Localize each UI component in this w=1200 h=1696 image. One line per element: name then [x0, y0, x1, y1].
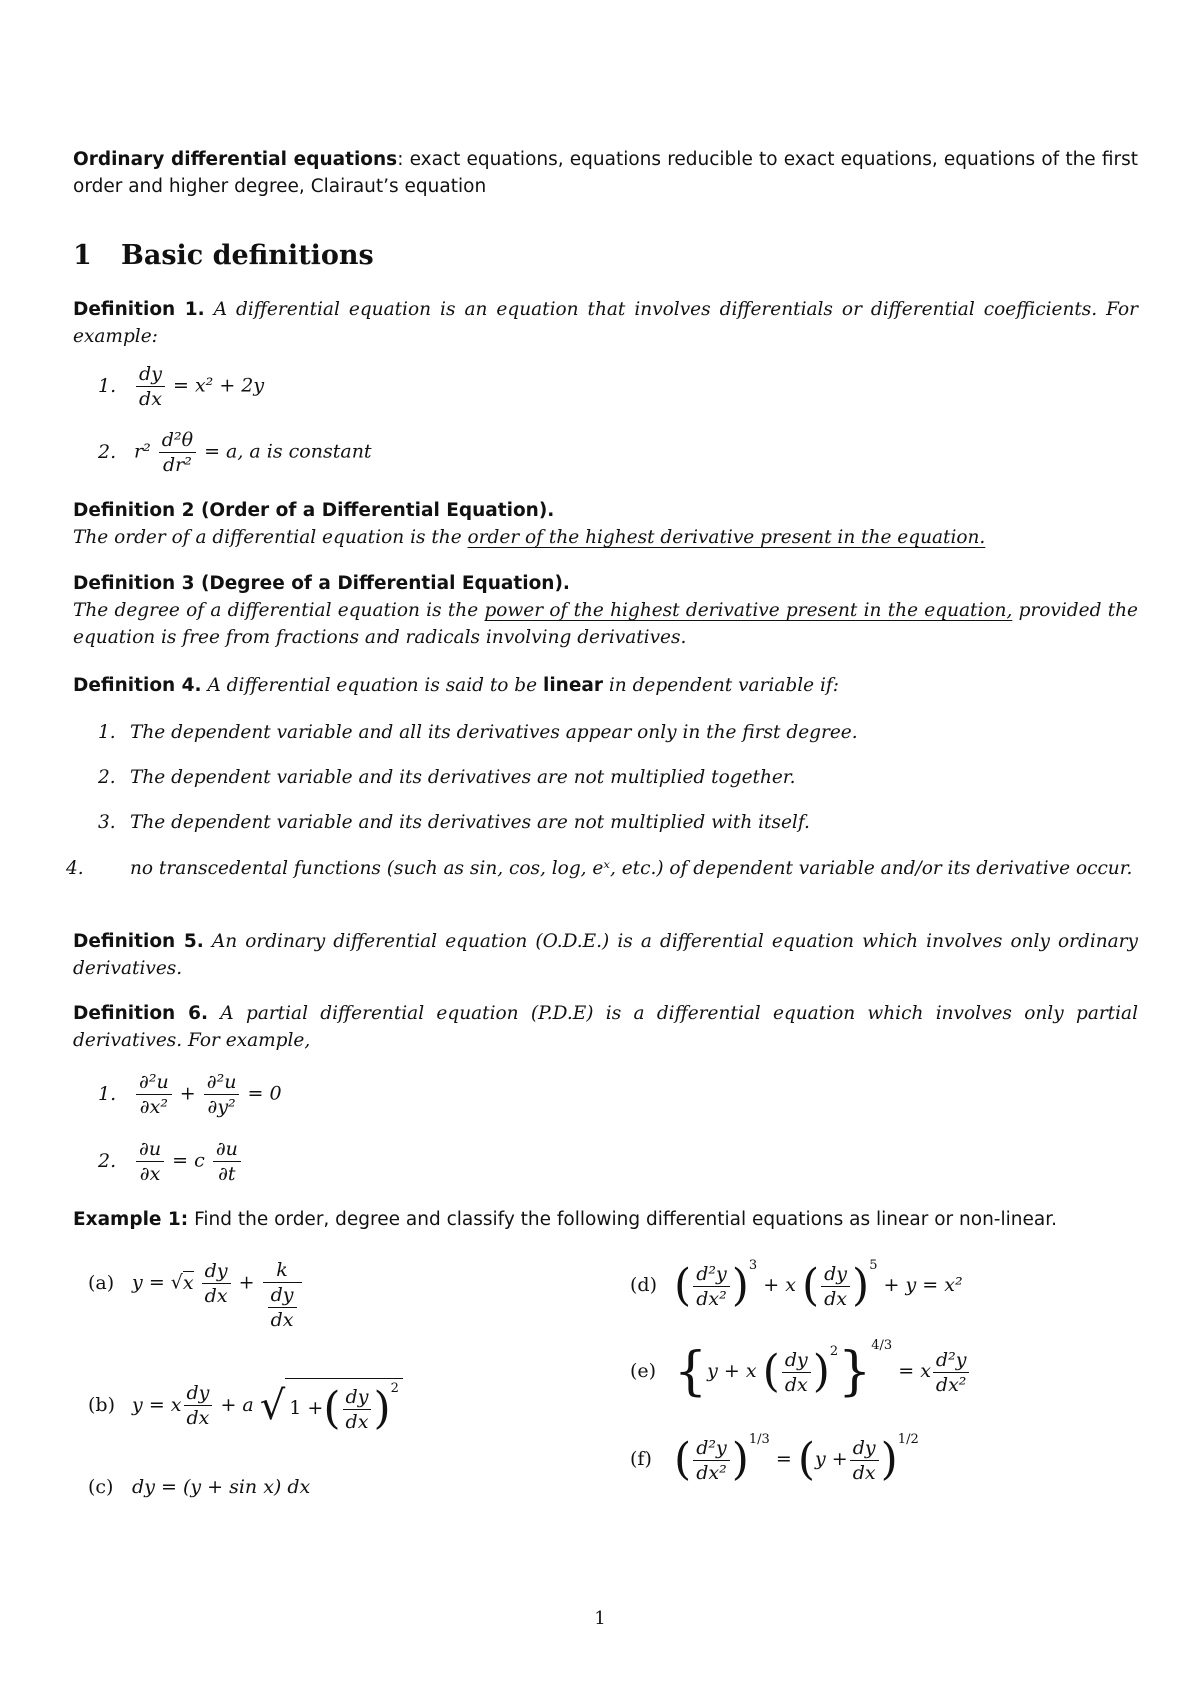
eq-e-lbrace: { — [674, 1342, 708, 1402]
def4-item-4-text: no transcedental functions (such as sin, cos, log, eˣ, etc.) of dependent variable and/or its derivative occur. — [130, 858, 1133, 879]
def2-text: The order of a differential equation is the — [73, 527, 468, 548]
page-number: 1 — [594, 1608, 606, 1629]
def4-linear-word: linear — [542, 675, 603, 696]
equation-d — [630, 1258, 963, 1311]
def1-ex1-number: 1. — [98, 374, 117, 397]
eq-f-pow1: 1/3 — [748, 1432, 770, 1447]
def6-label: Definition 6. — [73, 1003, 208, 1024]
equation-a — [88, 1258, 304, 1332]
eq-e-lparen: ( — [762, 1346, 780, 1397]
eq-d-den2: dx — [824, 1287, 848, 1310]
def6-text: A partial differential equation (P.D.E) is a differential equation which involves only partial derivatives. For example, — [73, 1003, 1138, 1051]
def1-ex2-fraction — [159, 428, 196, 477]
eq-b-pow: 2 — [390, 1381, 399, 1396]
eq-e-rparen: ) — [812, 1346, 830, 1397]
eq-b-iden: dx — [345, 1410, 369, 1433]
def6-ex2-frac2 — [213, 1137, 241, 1186]
intro-paragraph — [73, 146, 1138, 200]
def6-example-2 — [98, 1137, 243, 1186]
eq-a-label: (a) — [88, 1271, 115, 1294]
definition-1 — [73, 296, 1138, 350]
eq-a-sqrt-sign: √ — [170, 1271, 183, 1294]
equation-c — [88, 1476, 310, 1498]
def1-ex2-number: 2. — [98, 440, 117, 463]
eq-a-k: k — [263, 1258, 302, 1283]
eq-a-den: dx — [204, 1285, 228, 1307]
def2-underlined-text: order of the highest derivative present in the equation. — [467, 527, 986, 548]
equation-f — [630, 1432, 919, 1485]
eq-f-num1: d²y — [693, 1436, 730, 1461]
def6-ex1-frac1 — [136, 1070, 172, 1119]
eq-b-lhs: y = x — [132, 1393, 182, 1416]
eq-d-rparen2: ) — [852, 1260, 870, 1311]
def1-ex2-den: dr² — [162, 454, 192, 476]
def3-label: Definition 3 (Degree of a Differential Equation). — [73, 573, 570, 594]
section-number: 1 — [73, 240, 92, 271]
eq-e-rbrace: } — [838, 1342, 872, 1402]
eq-b-one: 1 + — [289, 1397, 324, 1419]
eq-a-inner-num: dy — [268, 1283, 297, 1308]
def4-item-3 — [98, 809, 1138, 836]
def6-ex2-number: 2. — [98, 1149, 117, 1172]
eq-d-frac1 — [693, 1262, 730, 1311]
def3-text: The degree of a differential equation is the — [73, 600, 485, 621]
eq-f-pow2: 1/2 — [897, 1432, 919, 1447]
def6-ex2-eq: = c — [172, 1149, 205, 1172]
def1-example-1 — [98, 362, 264, 411]
def6-ex2-den1: ∂x — [139, 1163, 161, 1185]
eq-f-den1: dx² — [696, 1461, 727, 1484]
eq-f-lparen1: ( — [674, 1434, 692, 1485]
def6-ex1-num2: ∂²u — [204, 1070, 240, 1095]
def4-item-2-text: The dependent variable and its derivatives are not multiplied together. — [130, 767, 796, 788]
eq-f-den2: dx — [852, 1461, 876, 1484]
def4-item-2 — [98, 764, 1138, 791]
eq-e-pow: 4/3 — [871, 1338, 893, 1353]
def4-item-1-number: 1. — [98, 722, 116, 743]
eq-f-eq: = — [775, 1448, 792, 1470]
eq-a-kfrac — [263, 1258, 302, 1332]
eq-a-lhs: y = — [132, 1271, 165, 1294]
def6-ex1-plus: + — [179, 1082, 196, 1105]
def6-ex2-frac1 — [136, 1137, 164, 1186]
def4-item-4 — [66, 855, 1138, 882]
def1-ex2-num: d²θ — [159, 428, 196, 453]
eq-a-plus: + — [238, 1271, 255, 1294]
def5-label: Definition 5. — [73, 931, 204, 952]
eq-b-sqrt-sign: √ — [259, 1382, 286, 1429]
eq-a-inner-frac — [268, 1283, 297, 1332]
definition-4 — [73, 672, 1138, 699]
eq-f-rparen1: ) — [731, 1434, 749, 1485]
def1-example-2 — [98, 428, 372, 477]
eq-e-den: dx — [784, 1373, 808, 1396]
def3-text-b: provided the equation is free from fractions and radicals involving derivatives. — [73, 600, 1138, 648]
eq-d-mid: + x — [763, 1274, 796, 1296]
def1-ex1-fraction — [136, 362, 165, 411]
eq-d-lparen1: ( — [674, 1260, 692, 1311]
eq-b-rparen: ) — [373, 1383, 391, 1434]
def6-ex1-rhs: = 0 — [247, 1082, 282, 1105]
def4-item-1 — [98, 719, 1138, 746]
eq-f-num2: dy — [850, 1436, 879, 1461]
eq-e-frac — [782, 1348, 811, 1397]
eq-a-sqrt-arg: x — [182, 1271, 194, 1294]
eq-e-rden: dx² — [935, 1373, 967, 1396]
eq-a-frac — [202, 1259, 231, 1308]
def5-text: An ordinary differential equation (O.D.E.) is a differential equation which involves only ordinary derivatives. — [73, 931, 1138, 979]
eq-f-label: (f) — [630, 1448, 652, 1470]
eq-d-label: (d) — [630, 1274, 657, 1296]
eq-b-inum: dy — [343, 1385, 372, 1410]
def2-label: Definition 2 (Order of a Differential Equation). — [73, 500, 555, 521]
definition-5 — [73, 928, 1138, 982]
def6-ex1-den2: ∂y² — [207, 1096, 236, 1118]
intro-bold-lead: Ordinary differential equations — [73, 149, 398, 170]
def6-ex1-num1: ∂²u — [136, 1070, 172, 1095]
eq-b-num: dy — [184, 1381, 213, 1406]
eq-f-y: y + — [815, 1448, 848, 1470]
eq-b-plus: + a — [220, 1393, 254, 1416]
eq-d-lparen2: ( — [801, 1260, 820, 1311]
def4-item-4-number: 4. — [66, 858, 84, 879]
eq-e-label: (e) — [630, 1360, 657, 1382]
eq-e-rnum: d²y — [933, 1348, 970, 1373]
eq-d-num2: dy — [821, 1262, 850, 1287]
eq-e-num: dy — [782, 1348, 811, 1373]
example-1 — [73, 1206, 1138, 1233]
def4-item-1-text: The dependent variable and all its derivatives appear only in the first degree. — [130, 722, 858, 743]
definition-6 — [73, 1000, 1138, 1054]
section-title: Basic definitions — [121, 240, 374, 271]
def1-ex2-lhs: r² — [134, 440, 151, 463]
eq-d-rparen1: ) — [731, 1260, 749, 1311]
eq-b-frac — [184, 1381, 213, 1430]
def1-ex1-den: dx — [139, 388, 162, 410]
def6-ex1-frac2 — [204, 1070, 240, 1119]
eq-b-inner-frac — [343, 1385, 372, 1434]
eq-d-frac2 — [821, 1262, 850, 1311]
example1-text: Find the order, degree and classify the following differential equations as linear or non-linear. — [188, 1209, 1057, 1230]
eq-e-pow-in: 2 — [829, 1344, 839, 1359]
eq-d-num1: d²y — [693, 1262, 730, 1287]
eq-f-lparen2: ( — [797, 1434, 816, 1485]
eq-d-pow2: 5 — [869, 1258, 878, 1273]
eq-f-frac1 — [693, 1436, 730, 1485]
def1-ex1-rhs: = x² + 2y — [173, 374, 265, 397]
intro-text: : exact equations, equations reducible to exact equations, equations of the first order and higher degree, Clairaut’s equation — [73, 149, 1138, 197]
eq-a-num: dy — [202, 1259, 231, 1284]
def1-ex2-rhs: = a, a is constant — [204, 440, 372, 463]
def6-ex2-num2: ∂u — [213, 1137, 241, 1162]
eq-e-eq: = x — [898, 1360, 931, 1382]
def1-text: A differential equation is an equation that involves differentials or differential coefficients. For example: — [73, 299, 1138, 347]
def6-ex2-den2: ∂t — [218, 1163, 236, 1185]
def4-text: A differential equation is said to be — [207, 675, 543, 696]
def6-ex1-number: 1. — [98, 1082, 117, 1105]
def6-ex1-den1: ∂x² — [139, 1096, 168, 1118]
eq-b-den: dx — [186, 1407, 210, 1430]
eq-c-label: (c) — [88, 1476, 114, 1498]
eq-e-y: y + x — [707, 1360, 757, 1382]
def4-label: Definition 4. — [73, 675, 202, 696]
eq-f-frac2 — [850, 1436, 879, 1485]
section-heading — [73, 240, 374, 271]
def1-ex1-num: dy — [136, 362, 165, 387]
eq-d-pow1: 3 — [748, 1258, 758, 1273]
def4-item-3-number: 3. — [98, 812, 116, 833]
def4-item-3-text: The dependent variable and its derivatives are not multiplied with itself. — [130, 812, 810, 833]
eq-d-den1: dx² — [696, 1287, 727, 1310]
definition-3 — [73, 570, 1138, 651]
eq-b-lparen: ( — [323, 1383, 341, 1434]
def4-item-2-number: 2. — [98, 767, 116, 788]
def3-underlined-text: power of the highest derivative present in the equation, — [484, 600, 1013, 621]
def6-ex2-num1: ∂u — [136, 1137, 164, 1162]
def4-text-b: in dependent variable if: — [603, 675, 839, 696]
eq-c-text: dy = (y + sin x) dx — [132, 1476, 311, 1498]
equation-e — [630, 1338, 971, 1402]
eq-e-rfrac — [933, 1348, 970, 1397]
eq-b-sqrt-body — [285, 1378, 403, 1434]
def6-example-1 — [98, 1070, 282, 1119]
eq-b-label: (b) — [88, 1393, 115, 1416]
definition-2 — [73, 497, 1138, 551]
equation-b — [88, 1378, 403, 1434]
def1-label: Definition 1. — [73, 299, 205, 320]
eq-a-inner-den: dx — [270, 1309, 294, 1331]
eq-d-rhs: + y = x² — [883, 1274, 963, 1296]
example1-label: Example 1: — [73, 1209, 189, 1230]
eq-f-rparen2: ) — [880, 1434, 898, 1485]
